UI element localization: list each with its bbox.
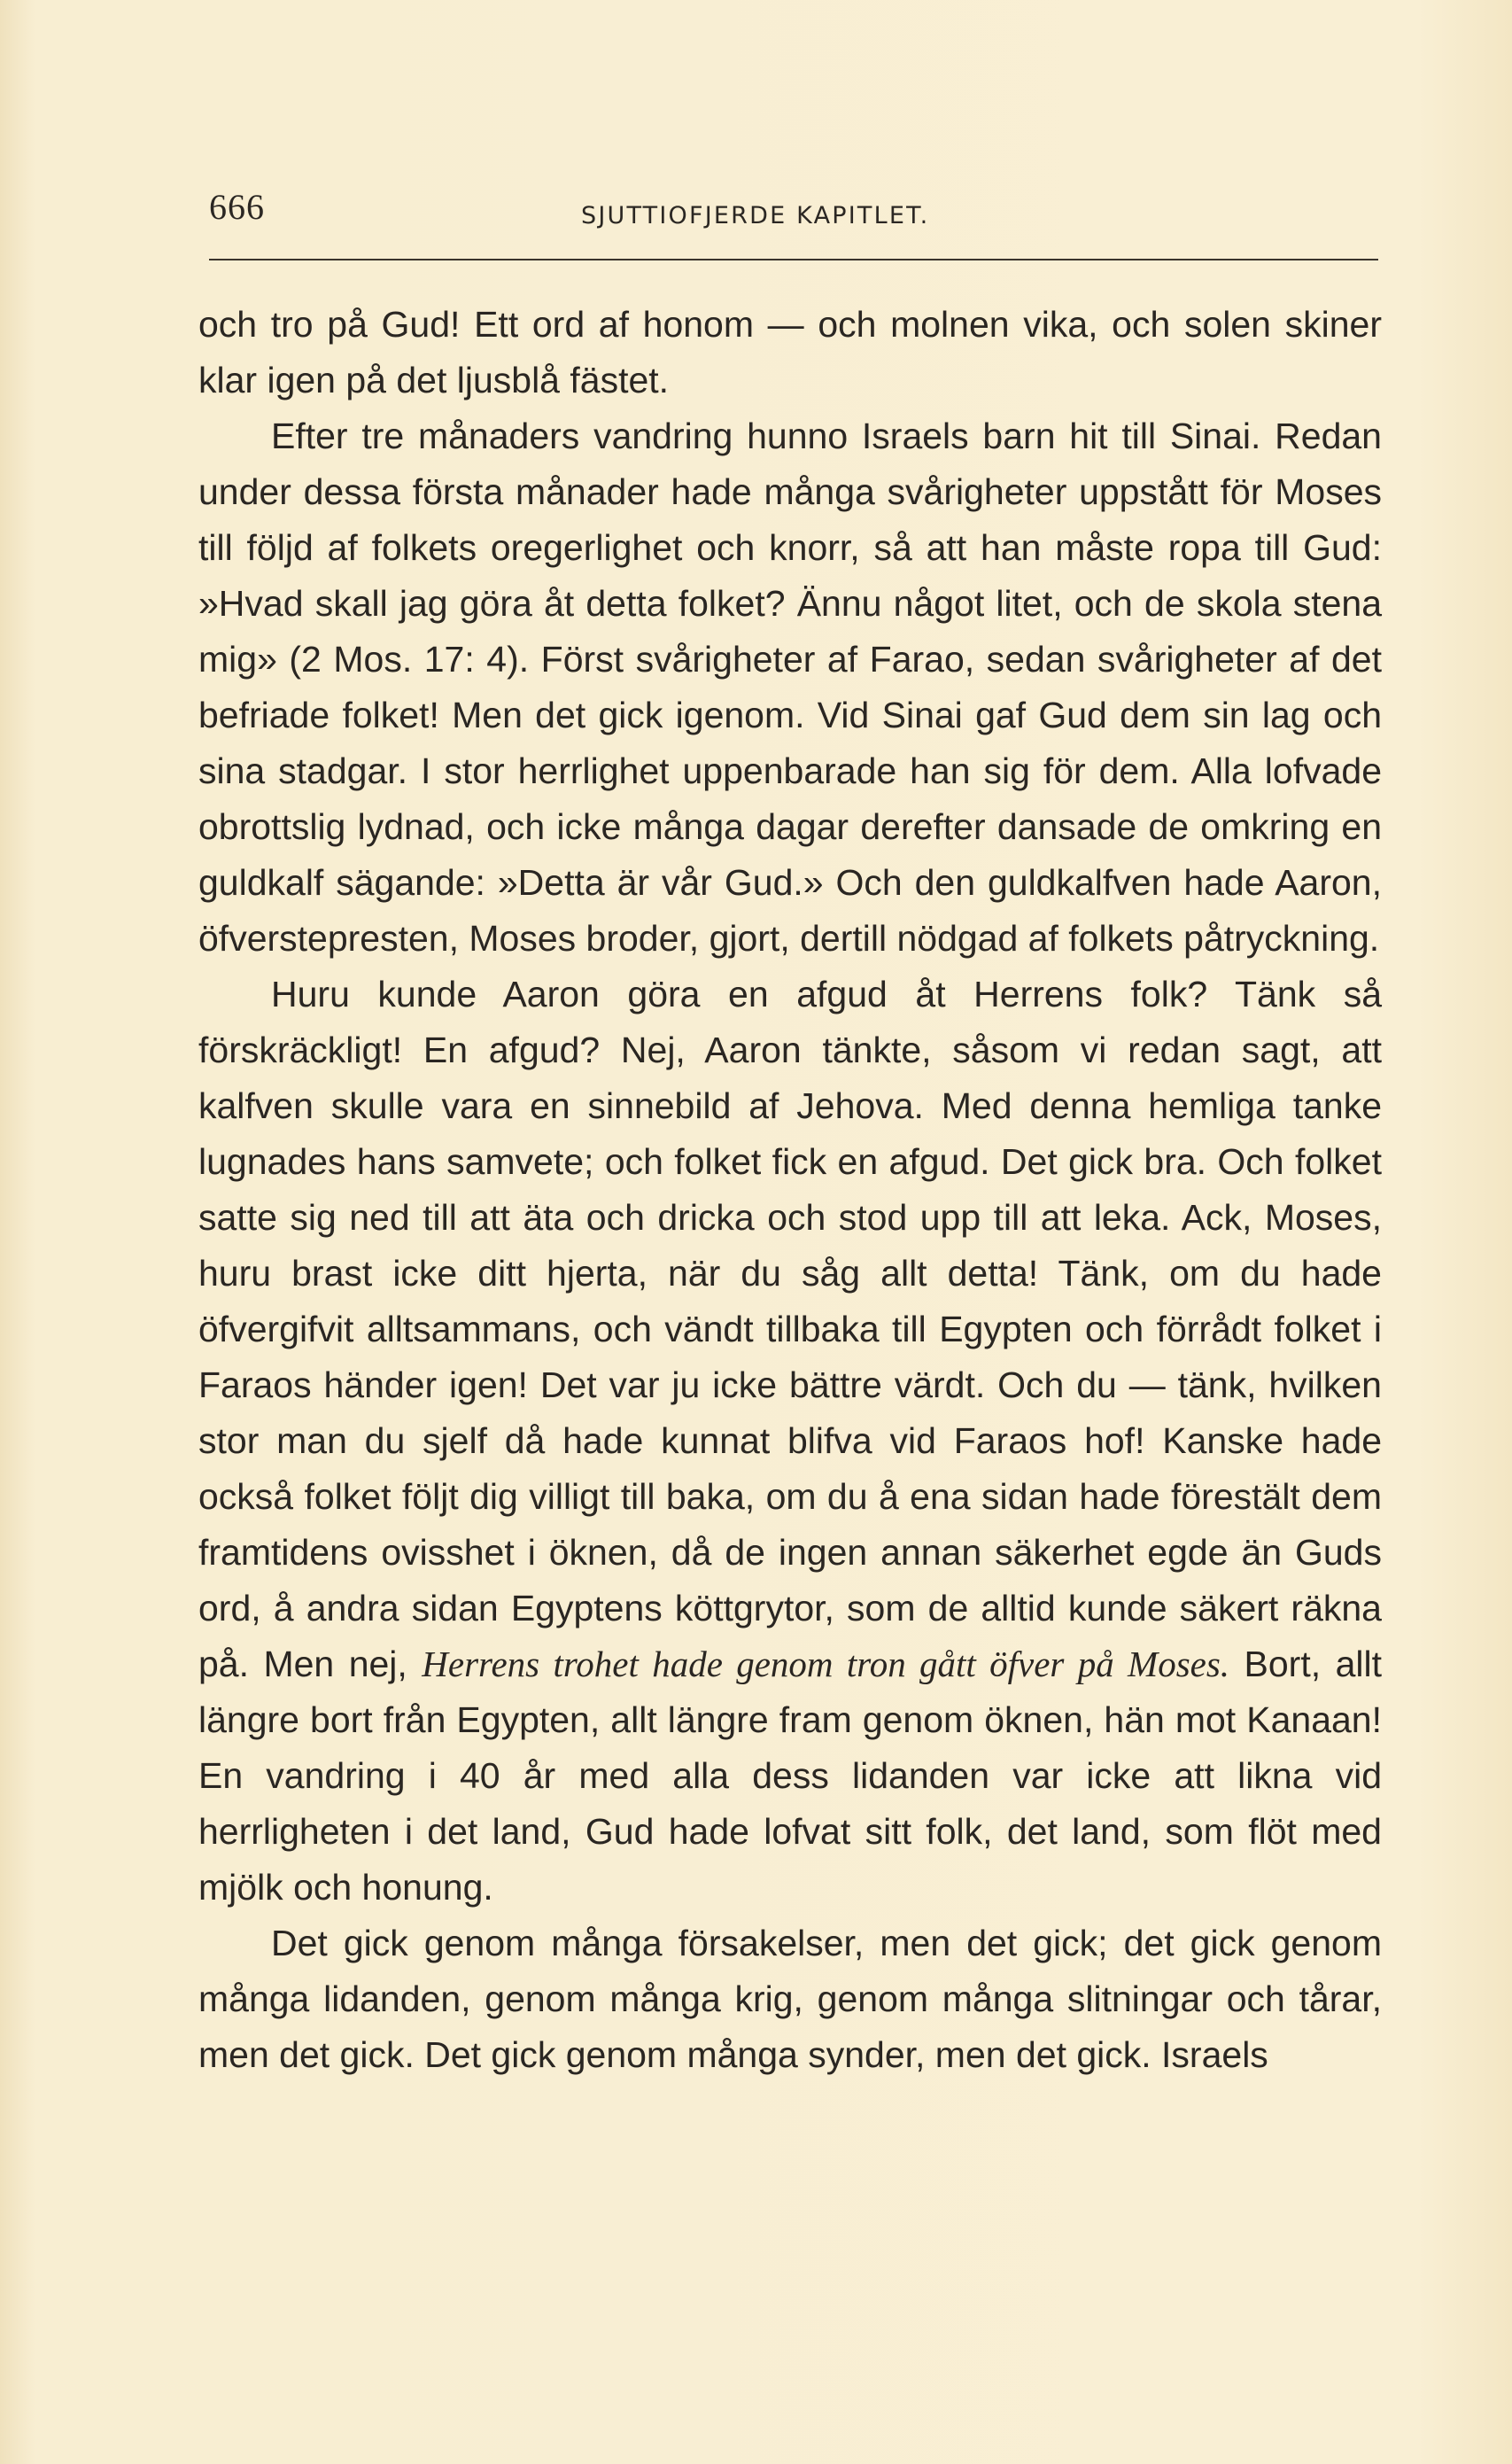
body-text bbox=[198, 297, 1382, 2083]
running-head: SJUTTIOFJERDE KAPITLET. bbox=[581, 202, 930, 229]
page-number: 666 bbox=[209, 187, 265, 227]
header-rule bbox=[209, 259, 1378, 260]
paragraph-3-text-before: Huru kunde Aaron göra en afgud åt Herrens folk? Tänk så förskräckligt! En afgud? Nej, Aaron tänkte, såsom vi redan sagt, att kalfven skulle vara en sinnebild af Jehova. Med denna hemliga tanke lugnades hans samvete; och folket fick en afgud. Det gick bra. Och folket satte sig ned till att äta och dricka och stod upp till att leka. Ack, Moses, huru brast icke ditt hjerta, när du såg allt detta! Tänk, om du hade öfvergifvit alltsammans, och vändt tillbaka till Egypten och förrådt folket i Faraos händer igen! Det var ju icke bättre värdt. Och du — tänk, hvilken stor man du sjelf då hade kunnat blifva vid Faraos hof! Kanske hade också folket följt dig villigt till baka, om du å ena sidan hade förestält dem framtidens ovisshet i öknen, då de ingen annan säkerhet egde än Guds ord, å andra sidan Egyptens köttgrytor, som de alltid kunde säkert räkna på. Men nej, bbox=[198, 974, 1382, 1684]
paragraph-2: Efter tre månaders vandring hunno Israels barn hit till Sinai. Redan under dessa första månader hade många svårigheter uppstått för Moses till följd af folkets oregerlighet och knorr, så att han måste ropa till Gud: »Hvad skall jag göra åt detta folket? Ännu något litet, och de skola stena mig» (2 Mos. 17: 4). Först svårigheter af Farao, sedan svårigheter af det befriade folket! Men det gick igenom. Vid Sinai gaf Gud dem sin lag och sina stadgar. I stor herrlighet uppenbarade han sig för dem. Alla lofvade obrottslig lydnad, och icke många dagar derefter dansade de omkring en guldkalf sägande: »Detta är vår Gud.» Och den guldkalfven hade Aaron, öfverstepresten, Moses broder, gjort, dertill nödgad af folkets påtryckning. bbox=[198, 416, 1382, 959]
paragraph-3-text-after: Bort, allt längre bort från Egypten, allt längre fram genom öknen, hän mot Kanaan! En vandring i 40 år med alla dess lidanden var icke att likna vid herrligheten i det land, Gud hade lofvat sitt folk, det land, som flöt med mjölk och honung. bbox=[198, 1644, 1383, 1908]
paragraph-3 bbox=[198, 967, 1382, 1916]
paragraph-3-italic-phrase: Herrens trohet hade genom tron gått öfver på Moses. bbox=[422, 1644, 1230, 1684]
paragraph-4: Det gick genom många försakelser, men det gick; det gick genom många lidanden, genom många krig, genom många slitningar och tårar, men det gick. Det gick genom många synder, men det gick. Israels bbox=[198, 1923, 1382, 2075]
paragraph-1: och tro på Gud! Ett ord af honom — och molnen vika, och solen skiner klar igen på det ljusblå fästet. bbox=[198, 304, 1382, 400]
page-header bbox=[209, 186, 1387, 239]
